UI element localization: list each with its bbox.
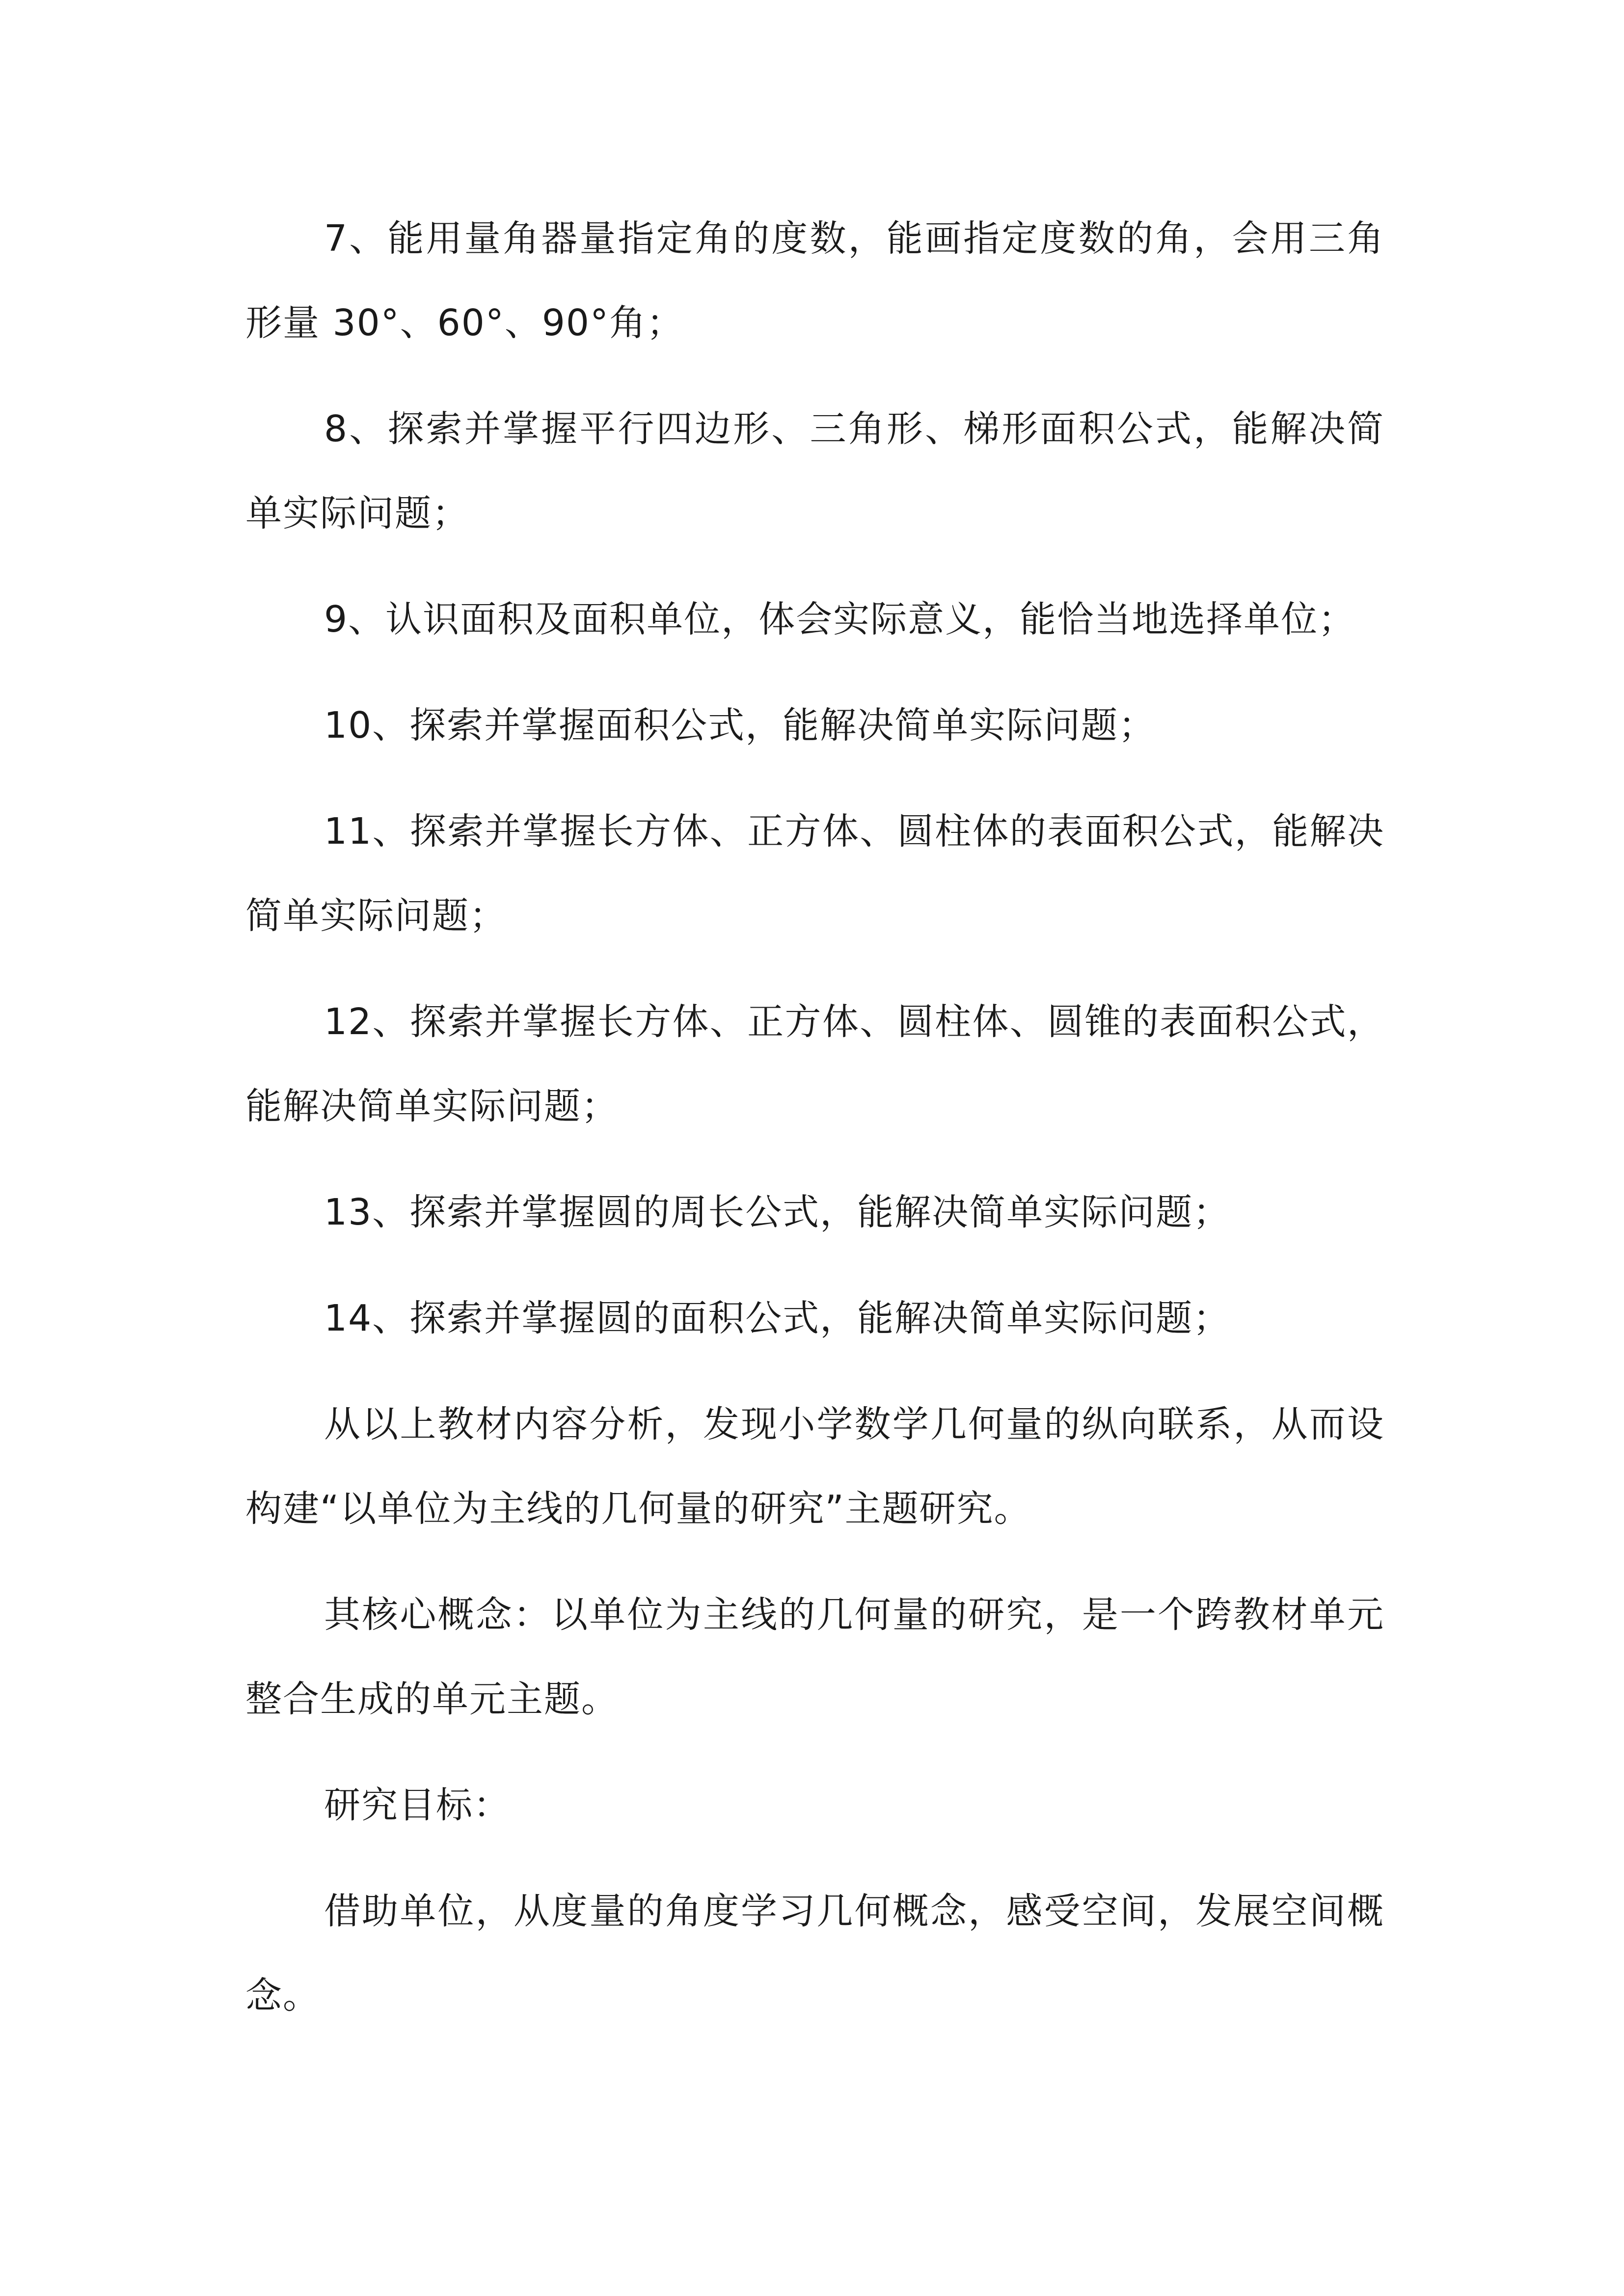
paragraph-analysis: 从以上教材内容分析，发现小学数学几何量的纵向联系，从而设构建“以单位为主线的几何量的研究”主题研究。: [245, 1403, 1384, 1530]
paragraph-item-9: 9、认识面积及面积单位，体会实际意义，能恰当地选择单位；: [324, 598, 1356, 641]
paragraph-core-concept: 其核心概念：以单位为主线的几何量的研究，是一个跨教材单元整合生成的单元主题。: [245, 1594, 1384, 1720]
document-body: [245, 196, 1384, 2059]
paragraph-item-7: 7、能用量角器量指定角的度数，能画指定度数的角，会用三角形量 30°、60°、90°角；: [245, 217, 1384, 344]
paragraph-item-13: 13、探索并掌握圆的周长公式，能解决简单实际问题；: [324, 1191, 1231, 1233]
paragraph-research-goal: 借助单位，从度量的角度学习几何概念，感受空间，发展空间概念。: [245, 1890, 1384, 2017]
paragraph-item-8: 8、探索并掌握平行四边形、三角形、梯形面积公式，能解决简单实际问题；: [245, 408, 1384, 534]
paragraph-item-10: 10、探索并掌握面积公式，能解决简单实际问题；: [324, 704, 1156, 747]
paragraph-research-goal-heading: 研究目标：: [324, 1784, 511, 1826]
paragraph-item-11: 11、探索并掌握长方体、正方体、圆柱体的表面积公式，能解决简单实际问题；: [245, 810, 1384, 937]
paragraph-item-12: 12、探索并掌握长方体、正方体、圆柱体、圆锥的表面积公式，能解决简单实际问题；: [245, 1001, 1384, 1127]
paragraph-item-14: 14、探索并掌握圆的面积公式，能解决简单实际问题；: [324, 1297, 1231, 1339]
